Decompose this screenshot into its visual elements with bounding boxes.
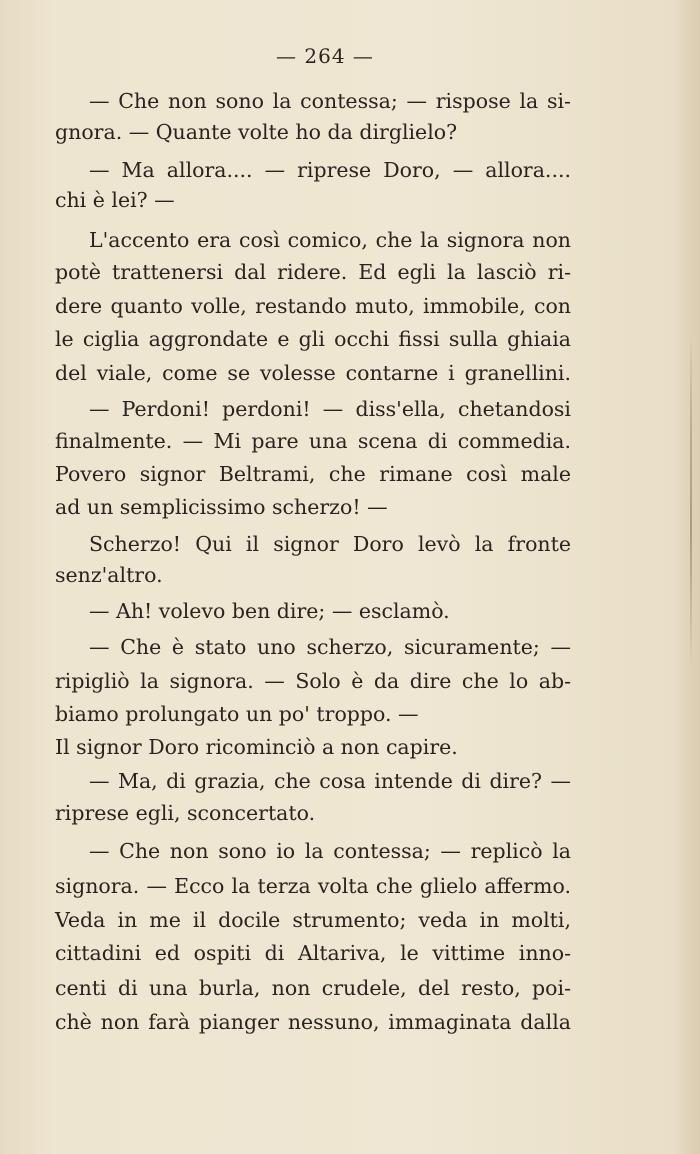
text-line: riprese egli, sconcertato. xyxy=(55,801,316,825)
text-line: — Perdoni! perdoni! — diss'ella, chetandosi xyxy=(89,397,571,421)
text-line: centi di una burla, non crudele, del resto, poi- xyxy=(55,976,571,1000)
text-line: cittadini ed ospiti di Altariva, le vittime inno- xyxy=(55,941,571,965)
text-line: Povero signor Beltrami, che rimane così male xyxy=(55,462,571,486)
text-line: — Ah! volevo ben dire; — esclamò. xyxy=(89,599,450,623)
text-line: — Che è stato uno scherzo, sicuramente; — xyxy=(89,635,571,659)
text-line: — Ma allora.... — riprese Doro, — allora.... xyxy=(89,158,571,182)
text-line: — Che non sono io la contessa; — replicò la xyxy=(89,839,571,863)
text-line: dere quanto volle, restando muto, immobile, con xyxy=(55,294,571,318)
text-line: Il signor Doro ricominciò a non capire. xyxy=(55,735,458,759)
text-line: Veda in me il docile strumento; veda in molti, xyxy=(55,908,571,932)
text-line: senz'altro. xyxy=(55,563,163,587)
text-line: Scherzo! Qui il signor Doro levò la fronte xyxy=(89,532,571,556)
page-edge-shadow xyxy=(690,330,692,670)
text-line: ripigliò la signora. — Solo è da dire che lo ab- xyxy=(55,669,571,693)
text-line: signora. — Ecco la terza volta che glielo affermo. xyxy=(55,874,571,898)
text-line: del viale, come se volesse contarne i granellini. xyxy=(55,361,571,385)
text-line: le ciglia aggrondate e gli occhi fissi sulla ghiaia xyxy=(55,327,571,351)
text-line: L'accento era così comico, che la signora non xyxy=(89,228,571,252)
text-line: gnora. — Quante volte ho da dirglielo? xyxy=(55,120,458,144)
text-line: chè non farà pianger nessuno, immaginata dalla xyxy=(55,1010,571,1034)
text-line: — Che non sono la contessa; — rispose la si- xyxy=(89,89,571,113)
text-line: — Ma, di grazia, che cosa intende di dire? — xyxy=(89,769,571,793)
text-line: finalmente. — Mi pare una scena di commedia. xyxy=(55,429,571,453)
text-line: ad un semplicissimo scherzo! — xyxy=(55,495,388,519)
text-line: potè trattenersi dal ridere. Ed egli la lasciò ri- xyxy=(55,260,571,284)
text-line: chi è lei? — xyxy=(55,188,175,212)
text-line: biamo prolungato un po' troppo. — xyxy=(55,702,419,726)
page-number: — 264 — xyxy=(276,44,374,68)
